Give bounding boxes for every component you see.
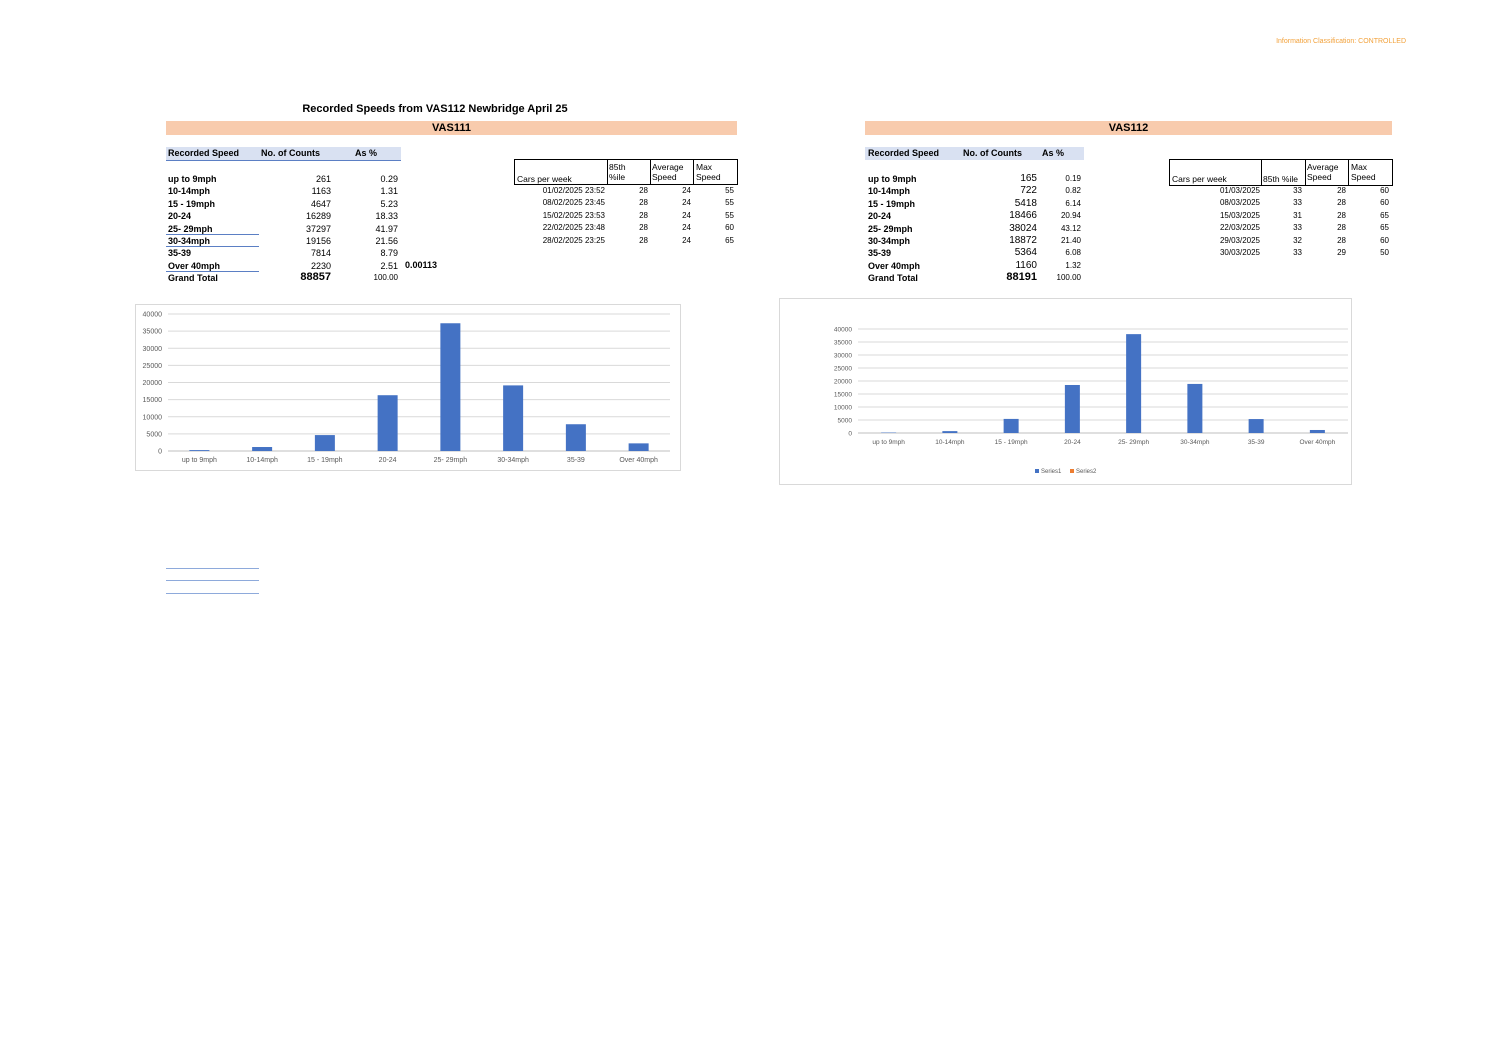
legend-swatch <box>1070 469 1074 473</box>
vas112-total-pct: 100.00 <box>1056 273 1081 282</box>
vas111-weekly-divider <box>650 159 651 185</box>
vas112-weekly-col-85th: 85th %ile <box>1263 174 1298 184</box>
vas111-weekly-p85: 28 <box>639 186 648 195</box>
vas111-weekly-col-cars: Cars per week <box>517 174 572 184</box>
bar <box>629 443 649 451</box>
y-tick-label: 20000 <box>833 378 852 386</box>
vas111-bar-chart <box>136 305 680 470</box>
vas111-percent-value: 0.29 <box>380 174 398 184</box>
x-tick-label: 25- 29mph <box>1118 439 1150 446</box>
y-tick-label: 35000 <box>833 339 852 347</box>
x-tick-label: Over 40mph <box>1299 439 1336 446</box>
vas111-count-value: 16289 <box>305 211 331 222</box>
vas111-extra-value: 0.00113 <box>405 260 438 270</box>
x-tick-label: 20-24 <box>1064 439 1081 446</box>
bar <box>1004 419 1019 433</box>
x-tick-label: up to 9mph <box>872 439 905 446</box>
decorative-line <box>166 580 259 581</box>
vas112-col-pct: As % <box>1042 148 1065 158</box>
vas112-heading: VAS112 <box>865 121 1392 135</box>
vas111-speed-range-label: 15 - 19mph <box>168 198 216 209</box>
vas111-weekly-divider <box>607 159 608 185</box>
vas111-weekly-avg: 24 <box>682 223 691 233</box>
vas111-weekly-col-avg: Average Speed <box>652 162 684 182</box>
vas111-weekly-max: 55 <box>725 198 734 208</box>
vas112-count-value: 1160 <box>1015 259 1037 271</box>
y-tick-label: 40000 <box>142 311 162 319</box>
vas111-weekly-p85: 28 <box>639 210 648 220</box>
vas111-total-pct: 100.00 <box>373 273 398 282</box>
vas112-count-value: 5364 <box>1014 247 1037 259</box>
x-tick-label: 10-14mph <box>246 457 278 464</box>
vas112-weekly-max: 65 <box>1380 223 1389 233</box>
vas112-weekly-p85: 33 <box>1293 248 1302 257</box>
vas112-percent-value: 20.94 <box>1060 211 1081 221</box>
vas112-chart <box>779 298 1352 485</box>
vas111-weekly-col-max: Max Speed <box>696 162 721 182</box>
vas112-weekly-avg: 28 <box>1337 186 1346 195</box>
vas112-weekly-divider <box>1261 159 1262 186</box>
vas112-speed-range-label: 30-34mph <box>868 236 911 246</box>
x-tick-label: 35-39 <box>566 457 585 464</box>
vas111-speed-range-label: Over 40mph <box>168 260 221 271</box>
vas112-weekly-date: 29/03/2025 <box>1219 235 1260 245</box>
vas112-total-label: Grand Total <box>868 273 918 283</box>
y-tick-label: 10000 <box>833 404 852 412</box>
bar <box>315 435 335 451</box>
classification-label: Information Classification: CONTROLLED <box>1276 38 1406 45</box>
vas111-weekly-avg: 24 <box>682 210 691 220</box>
vas112-percent-value: 6.08 <box>1065 248 1081 258</box>
vas112-count-value: 5418 <box>1014 197 1037 209</box>
vas111-weekly-date: 28/02/2025 23:25 <box>542 235 605 245</box>
legend-swatch <box>1035 469 1039 473</box>
vas111-weekly-date: 15/02/2025 23:53 <box>542 210 605 220</box>
vas111-percent-value: 18.33 <box>375 211 398 222</box>
vas111-count-value: 2230 <box>310 260 331 271</box>
vas112-weekly-col-cars: Cars per week <box>1172 174 1227 184</box>
vas112-weekly-date: 08/03/2025 <box>1219 198 1260 208</box>
y-tick-label: 30000 <box>833 352 852 360</box>
y-tick-label: 5000 <box>837 417 852 425</box>
legend-label: Series2 <box>1076 469 1097 475</box>
vas112-weekly-date: 30/03/2025 <box>1219 248 1260 257</box>
x-tick-label: 30-34mph <box>497 457 529 464</box>
vas111-speed-range-label: 25- 29mph <box>168 223 213 234</box>
vas111-col-counts: No. of Counts <box>261 148 320 158</box>
y-tick-label: 15000 <box>833 391 852 399</box>
y-tick-label: 25000 <box>142 362 162 370</box>
y-tick-label: 35000 <box>142 328 162 336</box>
vas112-bar-chart <box>780 299 1351 484</box>
vas111-percent-value: 5.23 <box>380 198 398 209</box>
vas112-percent-value: 0.82 <box>1065 186 1081 196</box>
vas112-speed-range-label: 15 - 19mph <box>868 198 916 209</box>
vas112-count-value: 18872 <box>1009 235 1037 246</box>
vas111-speed-range-label: 30-34mph <box>168 236 211 246</box>
vas112-weekly-col-avg: Average Speed <box>1307 162 1339 182</box>
vas111-weekly-col-85th: 85th %ile <box>609 162 626 182</box>
vas112-weekly-avg: 29 <box>1337 248 1346 257</box>
vas111-speed-range-label: up to 9mph <box>168 174 217 184</box>
vas111-weekly-p85: 28 <box>639 235 648 245</box>
vas112-speed-range-label: 25- 29mph <box>868 223 913 234</box>
vas112-weekly-date: 01/03/2025 <box>1219 186 1260 195</box>
vas111-header-underline <box>166 160 401 161</box>
vas111-col-speed: Recorded Speed <box>168 148 240 158</box>
x-tick-label: 25- 29mph <box>433 457 468 464</box>
vas111-count-value: 261 <box>315 174 331 184</box>
vas111-chart <box>135 304 681 471</box>
vas112-weekly-date: 22/03/2025 <box>1219 223 1260 233</box>
vas111-count-value: 4647 <box>310 198 331 209</box>
vas112-percent-value: 43.12 <box>1060 223 1081 233</box>
vas111-speed-range-label: 20-24 <box>168 211 192 222</box>
vas112-weekly-max: 50 <box>1380 248 1389 257</box>
vas111-percent-value: 1.31 <box>380 186 398 197</box>
page-title: Recorded Speeds from VAS112 Newbridge April 25 <box>302 103 568 115</box>
vas112-count-value: 18466 <box>1009 210 1037 222</box>
vas111-row-divider <box>166 234 259 235</box>
bar <box>1126 334 1141 433</box>
decorative-line <box>166 593 259 594</box>
x-tick-label: Over 40mph <box>619 457 658 464</box>
vas111-speed-range-label: 35-39 <box>168 248 192 259</box>
vas112-speed-range-label: 10-14mph <box>868 186 911 197</box>
vas111-weekly-p85: 28 <box>639 223 648 233</box>
vas111-percent-value: 41.97 <box>375 223 398 234</box>
x-tick-label: 15 - 19mph <box>307 457 343 464</box>
y-tick-label: 10000 <box>142 414 162 422</box>
bar <box>566 424 586 451</box>
vas112-weekly-max: 60 <box>1380 235 1389 245</box>
x-tick-label: 10-14mph <box>935 439 965 446</box>
vas111-weekly-p85: 28 <box>639 198 648 208</box>
vas112-col-speed: Recorded Speed <box>868 148 940 158</box>
decorative-line <box>166 568 259 569</box>
y-tick-label: 30000 <box>142 345 162 353</box>
vas111-weekly-date: 22/02/2025 23:48 <box>542 223 605 233</box>
vas112-count-value: 165 <box>1020 173 1037 184</box>
vas112-col-counts: No. of Counts <box>963 148 1022 158</box>
vas111-count-value: 1163 <box>311 186 331 197</box>
vas112-count-value: 722 <box>1020 185 1037 197</box>
vas112-speed-range-label: up to 9mph <box>868 174 917 184</box>
vas112-percent-value: 21.40 <box>1060 236 1081 245</box>
vas111-weekly-divider <box>693 159 694 185</box>
bar <box>503 385 523 451</box>
y-tick-label: 40000 <box>833 326 852 334</box>
vas111-percent-value: 21.56 <box>375 236 398 246</box>
vas111-weekly-max: 55 <box>725 210 734 220</box>
vas112-speed-range-label: 20-24 <box>868 211 892 222</box>
vas111-col-pct: As % <box>355 148 378 158</box>
bar <box>1187 384 1202 433</box>
vas111-heading: VAS111 <box>166 121 737 135</box>
y-tick-label: 25000 <box>833 365 852 373</box>
vas112-weekly-col-max: Max Speed <box>1351 162 1376 182</box>
y-tick-label: 20000 <box>142 380 162 387</box>
bar <box>378 395 398 451</box>
vas112-total-count: 88191 <box>1006 271 1037 283</box>
vas111-weekly-date: 08/02/2025 23:45 <box>542 198 605 208</box>
vas112-speed-range-label: 35-39 <box>868 248 892 259</box>
vas111-count-value: 37297 <box>305 223 331 234</box>
bar <box>1249 419 1264 433</box>
vas111-weekly-max: 60 <box>725 223 734 233</box>
vas111-percent-value: 2.51 <box>380 260 398 271</box>
vas111-percent-value: 8.79 <box>380 248 398 259</box>
bar <box>1310 430 1325 433</box>
x-tick-label: 20-24 <box>378 457 397 464</box>
vas112-weekly-p85: 32 <box>1293 235 1302 245</box>
vas111-weekly-max: 65 <box>725 235 734 245</box>
vas112-weekly-p85: 31 <box>1293 210 1302 220</box>
x-tick-label: 15 - 19mph <box>994 439 1028 446</box>
x-tick-label: 30-34mph <box>1180 439 1210 446</box>
vas111-weekly-date: 01/02/2025 23:52 <box>542 186 605 195</box>
vas112-weekly-avg: 28 <box>1337 223 1346 233</box>
x-tick-label: 35-39 <box>1247 439 1265 446</box>
y-tick-label: 15000 <box>142 397 162 405</box>
vas111-weekly-avg: 24 <box>682 198 691 208</box>
vas112-weekly-divider <box>1348 159 1349 186</box>
vas112-speed-range-label: Over 40mph <box>868 260 921 271</box>
y-tick-label: 5000 <box>146 431 162 439</box>
vas111-count-value: 7814 <box>310 248 331 259</box>
vas111-total-label: Grand Total <box>168 273 218 283</box>
vas111-total-count: 88857 <box>300 271 331 283</box>
vas111-weekly-max: 55 <box>725 186 734 195</box>
vas112-weekly-p85: 33 <box>1293 223 1302 233</box>
bar <box>942 431 957 433</box>
vas112-weekly-max: 60 <box>1380 186 1389 195</box>
vas112-weekly-avg: 28 <box>1337 235 1346 245</box>
vas111-speed-range-label: 10-14mph <box>168 186 211 197</box>
vas112-percent-value: 0.19 <box>1065 174 1081 183</box>
vas112-weekly-divider <box>1305 159 1306 186</box>
vas112-weekly-p85: 33 <box>1293 186 1302 195</box>
vas112-weekly-p85: 33 <box>1293 198 1302 208</box>
vas111-count-value: 19156 <box>305 236 331 246</box>
y-tick-label: 0 <box>158 448 162 456</box>
bar <box>189 450 209 451</box>
vas112-weekly-max: 65 <box>1380 210 1389 220</box>
vas112-weekly-avg: 28 <box>1337 210 1346 220</box>
y-tick-label: 0 <box>848 430 852 438</box>
vas112-count-value: 38024 <box>1009 222 1037 234</box>
bar <box>1065 385 1080 433</box>
vas112-weekly-max: 60 <box>1380 198 1389 208</box>
legend-label: Series1 <box>1041 469 1062 475</box>
vas111-weekly-avg: 24 <box>682 235 691 245</box>
bar <box>440 323 460 451</box>
x-tick-label: up to 9mph <box>181 457 217 464</box>
vas112-percent-value: 1.32 <box>1065 260 1081 270</box>
vas111-row-divider <box>166 246 259 247</box>
vas111-weekly-avg: 24 <box>682 186 691 195</box>
bar <box>252 447 272 451</box>
vas112-percent-value: 6.14 <box>1065 198 1081 208</box>
vas112-weekly-avg: 28 <box>1337 198 1346 208</box>
vas112-weekly-date: 15/03/2025 <box>1219 210 1260 220</box>
